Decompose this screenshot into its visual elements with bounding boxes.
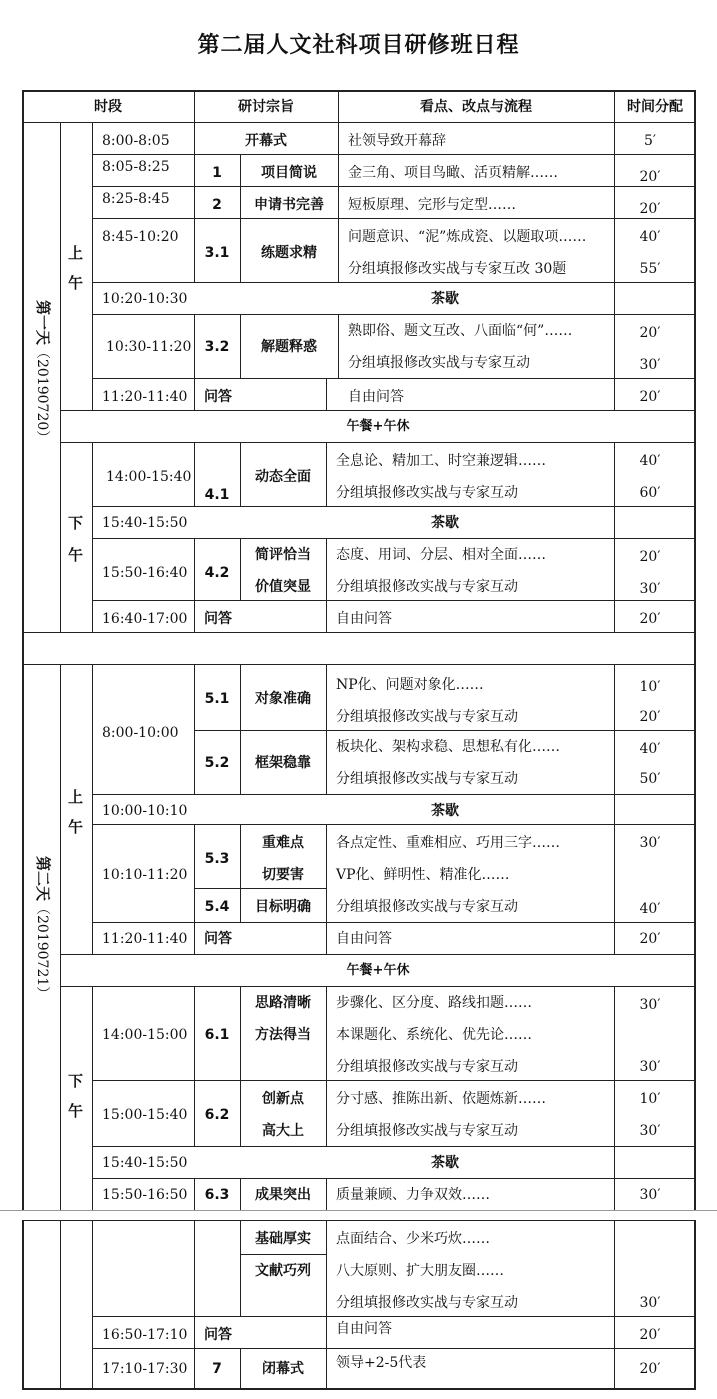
header-theme: 研讨宗旨	[238, 99, 294, 115]
day2-label: 第二天（20190721）	[34, 856, 52, 1001]
col-line	[240, 986, 241, 1146]
col-line	[326, 824, 327, 922]
session-name: 项目简说	[261, 165, 317, 181]
row-line	[60, 986, 696, 987]
point-text: 分组填报修改实战与专家互动	[336, 709, 518, 725]
session-no: 2	[212, 197, 222, 213]
point-text: 全息论、精加工、时空兼逻辑……	[336, 453, 546, 469]
row-line	[60, 442, 696, 443]
time-slot: 16:40-17:00	[102, 611, 188, 627]
pm-label: 午	[68, 546, 84, 564]
col-line	[194, 314, 195, 378]
minutes: 20′	[639, 549, 661, 565]
session-no: 6.1	[204, 1027, 230, 1043]
session-no: 7	[212, 1361, 222, 1377]
col-line	[240, 824, 241, 922]
page-divider	[0, 1210, 717, 1211]
time-slot: 14:00-15:40	[106, 469, 192, 485]
am-label: 午	[68, 818, 84, 836]
point-text: 点面结合、少米巧炊……	[336, 1231, 490, 1247]
col-line	[614, 986, 615, 1210]
minutes: 40′	[639, 229, 661, 245]
session-name: 方法得当	[255, 1027, 311, 1043]
col-line	[326, 1220, 327, 1316]
point-text: 分组填报修改实战与专家互动	[336, 1059, 518, 1075]
row-line	[194, 730, 696, 731]
col-line	[614, 442, 615, 632]
session-no: 6.2	[204, 1107, 230, 1123]
col-line	[92, 664, 93, 954]
minutes: 20′	[639, 1361, 661, 1377]
lunch-break: 午餐+午休	[346, 963, 410, 978]
col-line	[194, 122, 195, 154]
col-line	[194, 442, 195, 506]
qa-label: 问答	[204, 1327, 232, 1343]
col-line	[194, 378, 195, 410]
col-line	[614, 90, 615, 122]
table-border	[22, 1220, 24, 1390]
opening-label: 开幕式	[245, 133, 287, 149]
row-line	[92, 154, 696, 155]
point-text: 分组填报修改实战与专家互动	[336, 1295, 518, 1311]
session-name: 重难点	[262, 835, 304, 851]
col-line	[326, 378, 327, 410]
col-line	[92, 986, 93, 1210]
row-line	[22, 632, 696, 633]
col-line	[240, 154, 241, 282]
col-line	[194, 824, 195, 922]
time-slot: 11:20-11:40	[102, 389, 188, 405]
session-name: 高大上	[262, 1123, 304, 1139]
col-line	[194, 90, 195, 122]
point-text: VP化、鲜明性、精准化……	[336, 867, 510, 883]
col-line	[194, 1316, 195, 1388]
row-line	[92, 600, 696, 601]
session-name: 练题求精	[261, 245, 317, 261]
col-line	[240, 1220, 241, 1316]
col-line	[240, 538, 241, 600]
col-line	[240, 1178, 241, 1210]
minutes: 20′	[639, 1327, 661, 1343]
col-line	[326, 1348, 327, 1388]
am-label: 上	[68, 788, 84, 806]
point-text: 态度、用词、分层、相对全面……	[336, 547, 546, 563]
session-name: 价值突显	[255, 579, 311, 595]
session-name: 切要害	[262, 867, 304, 883]
row-line	[22, 122, 696, 123]
session-no: 3.1	[204, 245, 230, 261]
point-text: 领导+2-5代表	[336, 1355, 427, 1371]
col-line	[326, 664, 327, 794]
minutes: 50′	[639, 771, 661, 787]
minutes: 30′	[639, 1295, 661, 1311]
minutes: 30′	[639, 835, 661, 851]
minutes: 30′	[639, 581, 661, 597]
row-line	[92, 1146, 696, 1147]
point-text: 分组填报修改实战与专家互改 30题	[348, 261, 567, 277]
row-line	[92, 824, 696, 825]
col-line	[194, 664, 195, 794]
time-slot: 8:00-10:00	[102, 725, 179, 741]
time-slot: 8:00-8:05	[102, 133, 170, 149]
row-line	[194, 888, 326, 889]
col-line	[326, 1178, 327, 1210]
day1-label: 第一天（20190720）	[34, 300, 52, 445]
point-text: 分组填报修改实战与专家互动	[348, 355, 530, 371]
col-line	[240, 314, 241, 378]
session-no: 5.2	[204, 755, 230, 771]
time-slot: 15:40-15:50	[102, 1155, 188, 1171]
row-line	[92, 794, 696, 795]
session-name: 动态全面	[255, 469, 311, 485]
col-line	[614, 1220, 615, 1390]
session-no: 5.4	[204, 899, 230, 915]
point-text: 各点定性、重难相应、巧用三字……	[336, 835, 560, 851]
minutes: 20′	[639, 201, 661, 217]
am-label: 午	[68, 274, 84, 292]
session-no: 5.1	[204, 691, 230, 707]
point-text: 分组填报修改实战与专家互动	[336, 1123, 518, 1139]
session-no: 4.2	[204, 565, 230, 581]
tea-break: 茶歇	[431, 1155, 459, 1171]
row-line	[60, 410, 696, 411]
minutes: 10′	[639, 1091, 661, 1107]
minutes: 5′	[643, 133, 657, 149]
session-name: 文献巧列	[255, 1263, 311, 1279]
minutes: 60′	[639, 485, 661, 501]
point-text: 自由问答	[336, 931, 392, 947]
point-text: 自由问答	[336, 1321, 392, 1337]
point-text: 本课题化、系统化、优先论……	[336, 1027, 532, 1043]
point-text: 分组填报修改实战与专家互动	[336, 771, 518, 787]
col-line	[614, 664, 615, 954]
table-border	[22, 90, 24, 1210]
qa-label: 问答	[204, 931, 232, 947]
row-line	[92, 538, 696, 539]
point-text: 熟即俗、题文互改、八面临“何”……	[348, 323, 573, 339]
row-line	[92, 922, 696, 923]
time-slot: 8:25-8:45	[102, 191, 170, 207]
session-no: 1	[212, 165, 222, 181]
col-line	[60, 664, 61, 1210]
point-text: 社领导致开幕辞	[348, 133, 446, 149]
col-line	[614, 122, 615, 410]
col-line	[240, 664, 241, 794]
minutes: 20′	[639, 931, 661, 947]
header-points: 看点、改点与流程	[420, 99, 532, 115]
col-line	[194, 922, 195, 954]
row-line	[92, 506, 696, 507]
point-text: 分组填报修改实战与专家互动	[336, 579, 518, 595]
session-no: 4.1	[204, 487, 230, 503]
time-slot: 8:45-10:20	[102, 229, 179, 245]
session-no: 3.2	[204, 339, 230, 355]
col-line	[338, 90, 339, 122]
point-text: 板块化、架构求稳、思想私有化……	[336, 739, 560, 755]
col-line	[326, 442, 327, 506]
col-line	[194, 1178, 195, 1210]
time-slot: 16:50-17:10	[102, 1327, 188, 1343]
col-line	[194, 1220, 195, 1316]
row-line	[92, 186, 696, 187]
point-text: 分组填报修改实战与专家互动	[336, 899, 518, 915]
session-name: 基础厚实	[255, 1231, 311, 1247]
session-name: 框架稳靠	[255, 755, 311, 771]
col-line	[60, 1220, 61, 1390]
table-border	[22, 90, 696, 92]
col-line	[326, 538, 327, 600]
minutes: 30′	[639, 1059, 661, 1075]
col-line	[326, 922, 327, 954]
time-slot: 11:20-11:40	[102, 931, 188, 947]
header-period: 时段	[94, 99, 122, 115]
page-title: 第二届人文社科项目研修班日程	[197, 33, 520, 58]
col-line	[92, 442, 93, 632]
point-text: 分寸感、推陈出新、依题炼新……	[336, 1091, 546, 1107]
minutes: 20′	[639, 325, 661, 341]
qa-label: 问答	[204, 389, 232, 405]
col-line	[338, 154, 339, 282]
point-text: 质量兼顾、力争双效……	[336, 1187, 490, 1203]
minutes: 20′	[639, 389, 661, 405]
minutes: 20′	[639, 709, 661, 725]
col-line	[326, 1316, 327, 1348]
table-border	[22, 1220, 696, 1221]
session-name: 申请书完善	[254, 197, 324, 213]
point-text: 步骤化、区分度、路线扣题……	[336, 995, 532, 1011]
session-no: 6.3	[204, 1187, 230, 1203]
minutes: 40′	[639, 741, 661, 757]
closing-label: 闭幕式	[262, 1361, 304, 1377]
pm-label: 下	[68, 514, 84, 532]
minutes: 30′	[639, 1123, 661, 1139]
tea-break: 茶歇	[431, 515, 459, 531]
time-slot: 15:50-16:50	[102, 1187, 188, 1203]
pm-label: 午	[68, 1102, 84, 1120]
row-line	[92, 378, 696, 379]
col-line	[92, 122, 93, 410]
col-line	[338, 122, 339, 154]
time-slot: 10:10-11:20	[102, 867, 188, 883]
table-border	[694, 1220, 696, 1390]
table-border	[694, 90, 696, 1210]
session-name: 目标明确	[255, 899, 311, 915]
point-text: 问题意识、“泥”炼成瓷、以题取项……	[348, 229, 587, 245]
time-slot: 10:20-10:30	[102, 291, 188, 307]
row-line	[60, 954, 696, 955]
col-line	[92, 1220, 93, 1390]
session-name: 思路清晰	[255, 995, 311, 1011]
header-time: 时间分配	[627, 99, 683, 115]
row-line	[92, 1080, 696, 1081]
minutes: 55′	[639, 261, 661, 277]
point-text: 自由问答	[348, 389, 404, 405]
col-line	[240, 442, 241, 506]
col-line	[240, 1348, 241, 1388]
session-name: 对象准确	[255, 691, 311, 707]
minutes: 30′	[639, 997, 661, 1013]
am-label: 上	[68, 244, 84, 262]
time-slot: 15:00-15:40	[102, 1107, 188, 1123]
col-line	[194, 538, 195, 600]
session-no: 5.3	[204, 851, 230, 867]
row-line	[22, 664, 696, 665]
tea-break: 茶歇	[431, 803, 459, 819]
minutes: 40′	[639, 453, 661, 469]
row-line	[92, 218, 696, 219]
minutes: 20′	[639, 611, 661, 627]
time-slot: 15:40-15:50	[102, 515, 188, 531]
time-slot: 8:05-8:25	[102, 159, 170, 175]
row-line	[92, 282, 696, 283]
time-slot: 10:00-10:10	[102, 803, 188, 819]
time-slot: 17:10-17:30	[102, 1361, 188, 1377]
time-slot: 10:30-11:20	[106, 339, 192, 355]
col-line	[194, 600, 195, 632]
minutes: 30′	[639, 357, 661, 373]
point-text: NP化、问题对象化……	[336, 677, 484, 693]
row-line	[92, 1348, 696, 1349]
session-name: 简评恰当	[255, 547, 311, 563]
row-line	[92, 314, 696, 315]
tea-break: 茶歇	[431, 291, 459, 307]
minutes: 20′	[639, 169, 661, 185]
col-line	[338, 314, 339, 378]
row-line	[92, 1178, 696, 1179]
minutes: 10′	[639, 679, 661, 695]
session-name: 解题释惑	[261, 339, 317, 355]
point-text: 金三角、项目鸟瞰、活页精解……	[348, 165, 558, 181]
point-text: 分组填报修改实战与专家互动	[336, 485, 518, 501]
minutes: 30′	[639, 1187, 661, 1203]
col-line	[194, 154, 195, 282]
col-line	[60, 122, 61, 632]
session-name: 创新点	[262, 1091, 304, 1107]
time-slot: 15:50-16:40	[102, 565, 188, 581]
point-text: 八大原则、扩大朋友圈……	[336, 1263, 504, 1279]
qa-label: 问答	[204, 611, 232, 627]
col-line	[326, 986, 327, 1146]
col-line	[194, 986, 195, 1146]
lunch-break: 午餐+午休	[346, 419, 410, 434]
table-border	[22, 1388, 696, 1390]
session-name: 成果突出	[255, 1187, 311, 1203]
point-text: 自由问答	[336, 611, 392, 627]
minutes: 40′	[639, 901, 661, 917]
row-line	[240, 1254, 326, 1255]
time-slot: 14:00-15:00	[102, 1027, 188, 1043]
pm-label: 下	[68, 1072, 84, 1090]
point-text: 短板原理、完形与定型……	[348, 197, 516, 213]
row-line	[92, 1316, 696, 1317]
col-line	[326, 600, 327, 632]
